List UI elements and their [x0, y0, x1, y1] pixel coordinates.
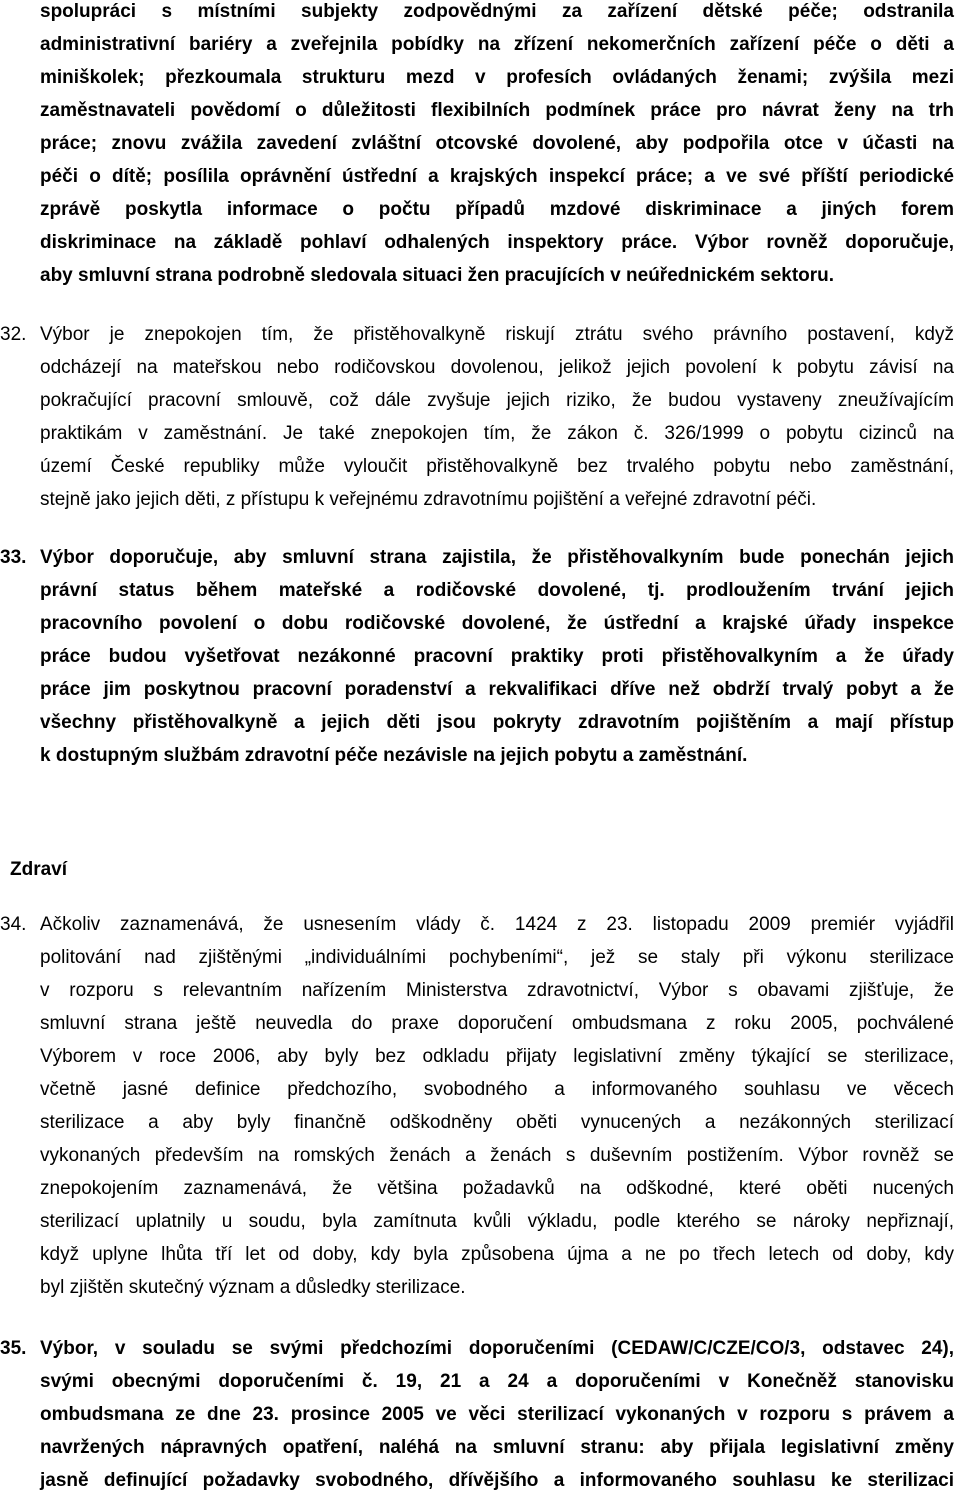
- paragraph-33: [0, 541, 960, 772]
- text-line: práce jim poskytnou pracovní poradenství a rekvalifikaci dříve než obdrží trvalý pobyt a že: [40, 679, 954, 700]
- text-line: diskriminace na základě pohlaví odhalených inspektory práce. Výbor rovněž doporučuje,: [40, 232, 954, 253]
- text-line: pracovního povolení o dobu rodičovské dovolené, že ústřední a krajské úřady inspekce: [40, 613, 954, 634]
- text-line: jasně definující požadavky svobodného, dřívějšího a informovaného souhlasu ke sterilizaci: [40, 1470, 954, 1491]
- text-line: práce budou vyšetřovat nezákonné pracovní praktiky proti přistěhovalkyním a že úřady: [40, 646, 954, 667]
- text-line: sterilizací uplatnily u soudu, byla zamítnuta kvůli výkladu, podle kterého se nároky nepřiznají,: [40, 1211, 954, 1232]
- text-line: politování nad zjištěnými „individuálními pochybeními“, jež se staly při výkonu sterilizace: [40, 947, 954, 968]
- text-line: v rozporu s relevantním nařízením Ministerstva zdravotnictví, Výbor s obavami zjišťuje, že: [40, 980, 954, 1001]
- text-line: stejně jako jejich děti, z přístupu k veřejnému zdravotnímu pojištění a veřejné zdravotní péči.: [40, 489, 817, 510]
- text-line: všechny přistěhovalkyně a jejich děti jsou pokryty zdravotním pojištěním a mají přístup: [40, 712, 954, 733]
- text-line: k dostupným službám zdravotní péče nezávisle na jejich pobytu a zaměstnání.: [40, 745, 748, 766]
- text-line: Výbor doporučuje, aby smluvní strana zajistila, že přistěhovalkyním bude ponechán jejich: [40, 547, 954, 568]
- text-line: znepokojením zaznamenává, že většina požadavků na odškodné, které oběti nucených: [40, 1178, 954, 1199]
- paragraph-number: 34.: [0, 914, 27, 935]
- text-line: území České republiky může vyloučit přistěhovalkyně bez trvalého pobytu nebo zaměstnání,: [40, 456, 954, 477]
- text-line: Výborem v roce 2006, aby byly bez odkladu přijaty legislativní změny týkající se sterilizace,: [40, 1046, 954, 1067]
- text-line: byl zjištěn skutečný význam a důsledky sterilizace.: [40, 1277, 466, 1298]
- paragraph-35: [0, 1332, 960, 1497]
- paragraph-32: [0, 318, 960, 516]
- text-line: praktikám v zaměstnání. Je také znepokojen tím, že zákon č. 326/1999 o pobytu cizinců na: [40, 423, 954, 444]
- section-heading: Zdraví: [10, 859, 68, 880]
- text-line: pokračující pracovní smlouvě, což dále zvyšuje jejich riziko, že budou vystaveny zneužívajícím: [40, 390, 954, 411]
- text-line: zprávě poskytla informace o počtu případů mzdové diskriminace a jiných forem: [40, 199, 954, 220]
- text-line: svými obecnými doporučeními č. 19, 21 a 24 a doporučeními v Konečněž stanovisku: [40, 1371, 954, 1392]
- text-line: spolupráci s místními subjekty zodpovědnými za zařízení dětské péče; odstranila: [40, 1, 954, 22]
- text-line: ombudsmana ze dne 23. prosince 2005 ve věci sterilizací vykonaných v rozporu s právem a: [40, 1404, 954, 1425]
- text-line: práce; znovu zvážila zavedení zvláštní otcovské dovolené, aby podpořila otce v účasti na: [40, 133, 954, 154]
- paragraph-number: 33.: [0, 547, 27, 568]
- text-line: smluvní strana ještě neuvedla do praxe doporučení ombudsmana z roku 2005, pochválené: [40, 1013, 954, 1034]
- paragraph-number: 35.: [0, 1338, 27, 1359]
- paragraph-34: [0, 908, 960, 1304]
- text-line: aby smluvní strana podrobně sledovala situaci žen pracujících v neúřednickém sektoru.: [40, 265, 835, 286]
- text-line: péči o dítě; posílila oprávnění ústřední a krajských inspekcí práce; a ve své příští periodické: [40, 166, 954, 187]
- text-line: včetně jasné definice předchozího, svobodného a informovaného souhlasu ve věcech: [40, 1079, 954, 1100]
- text-line: Ačkoliv zaznamenává, že usnesením vlády č. 1424 z 23. listopadu 2009 premiér vyjádřil: [40, 914, 954, 935]
- text-line: Výbor, v souladu se svými předchozími doporučeními (CEDAW/C/CZE/CO/3, odstavec 24),: [40, 1338, 954, 1359]
- text-line: odcházejí na mateřskou nebo rodičovskou dovolenou, jelikož jejich povolení k pobytu závisí na: [40, 357, 954, 378]
- text-line: navržených nápravných opatření, naléhá na smluvní stranu: aby přijala legislativní změny: [40, 1437, 954, 1458]
- paragraph-number: 32.: [0, 324, 27, 345]
- paragraph-31-continuation: [0, 0, 960, 292]
- text-line: právní status během mateřské a rodičovské dovolené, tj. prodloužením trvání jejich: [40, 580, 954, 601]
- text-line: miniškolek; přezkoumala strukturu mezd v profesích ovládaných ženami; zvýšila mezi: [40, 67, 954, 88]
- text-line: vykonaných především na romských ženách a ženách s duševním postižením. Výbor rovněž se: [40, 1145, 954, 1166]
- text-line: když uplyne lhůta tří let od doby, kdy byla způsobena újma a ne po třech letech od doby, kdy: [40, 1244, 954, 1265]
- text-line: zaměstnavateli povědomí o důležitosti flexibilních podmínek práce pro návrat ženy na trh: [40, 100, 954, 121]
- text-line: administrativní bariéry a zveřejnila pobídky na zřízení nekomerčních zařízení péče o děti a: [40, 34, 954, 55]
- text-line: Výbor je znepokojen tím, že přistěhovalkyně riskují ztrátu svého právního postavení, když: [40, 324, 954, 345]
- text-line: sterilizace a aby byly finančně odškodněny oběti vynucených a nezákonných sterilizací: [40, 1112, 954, 1133]
